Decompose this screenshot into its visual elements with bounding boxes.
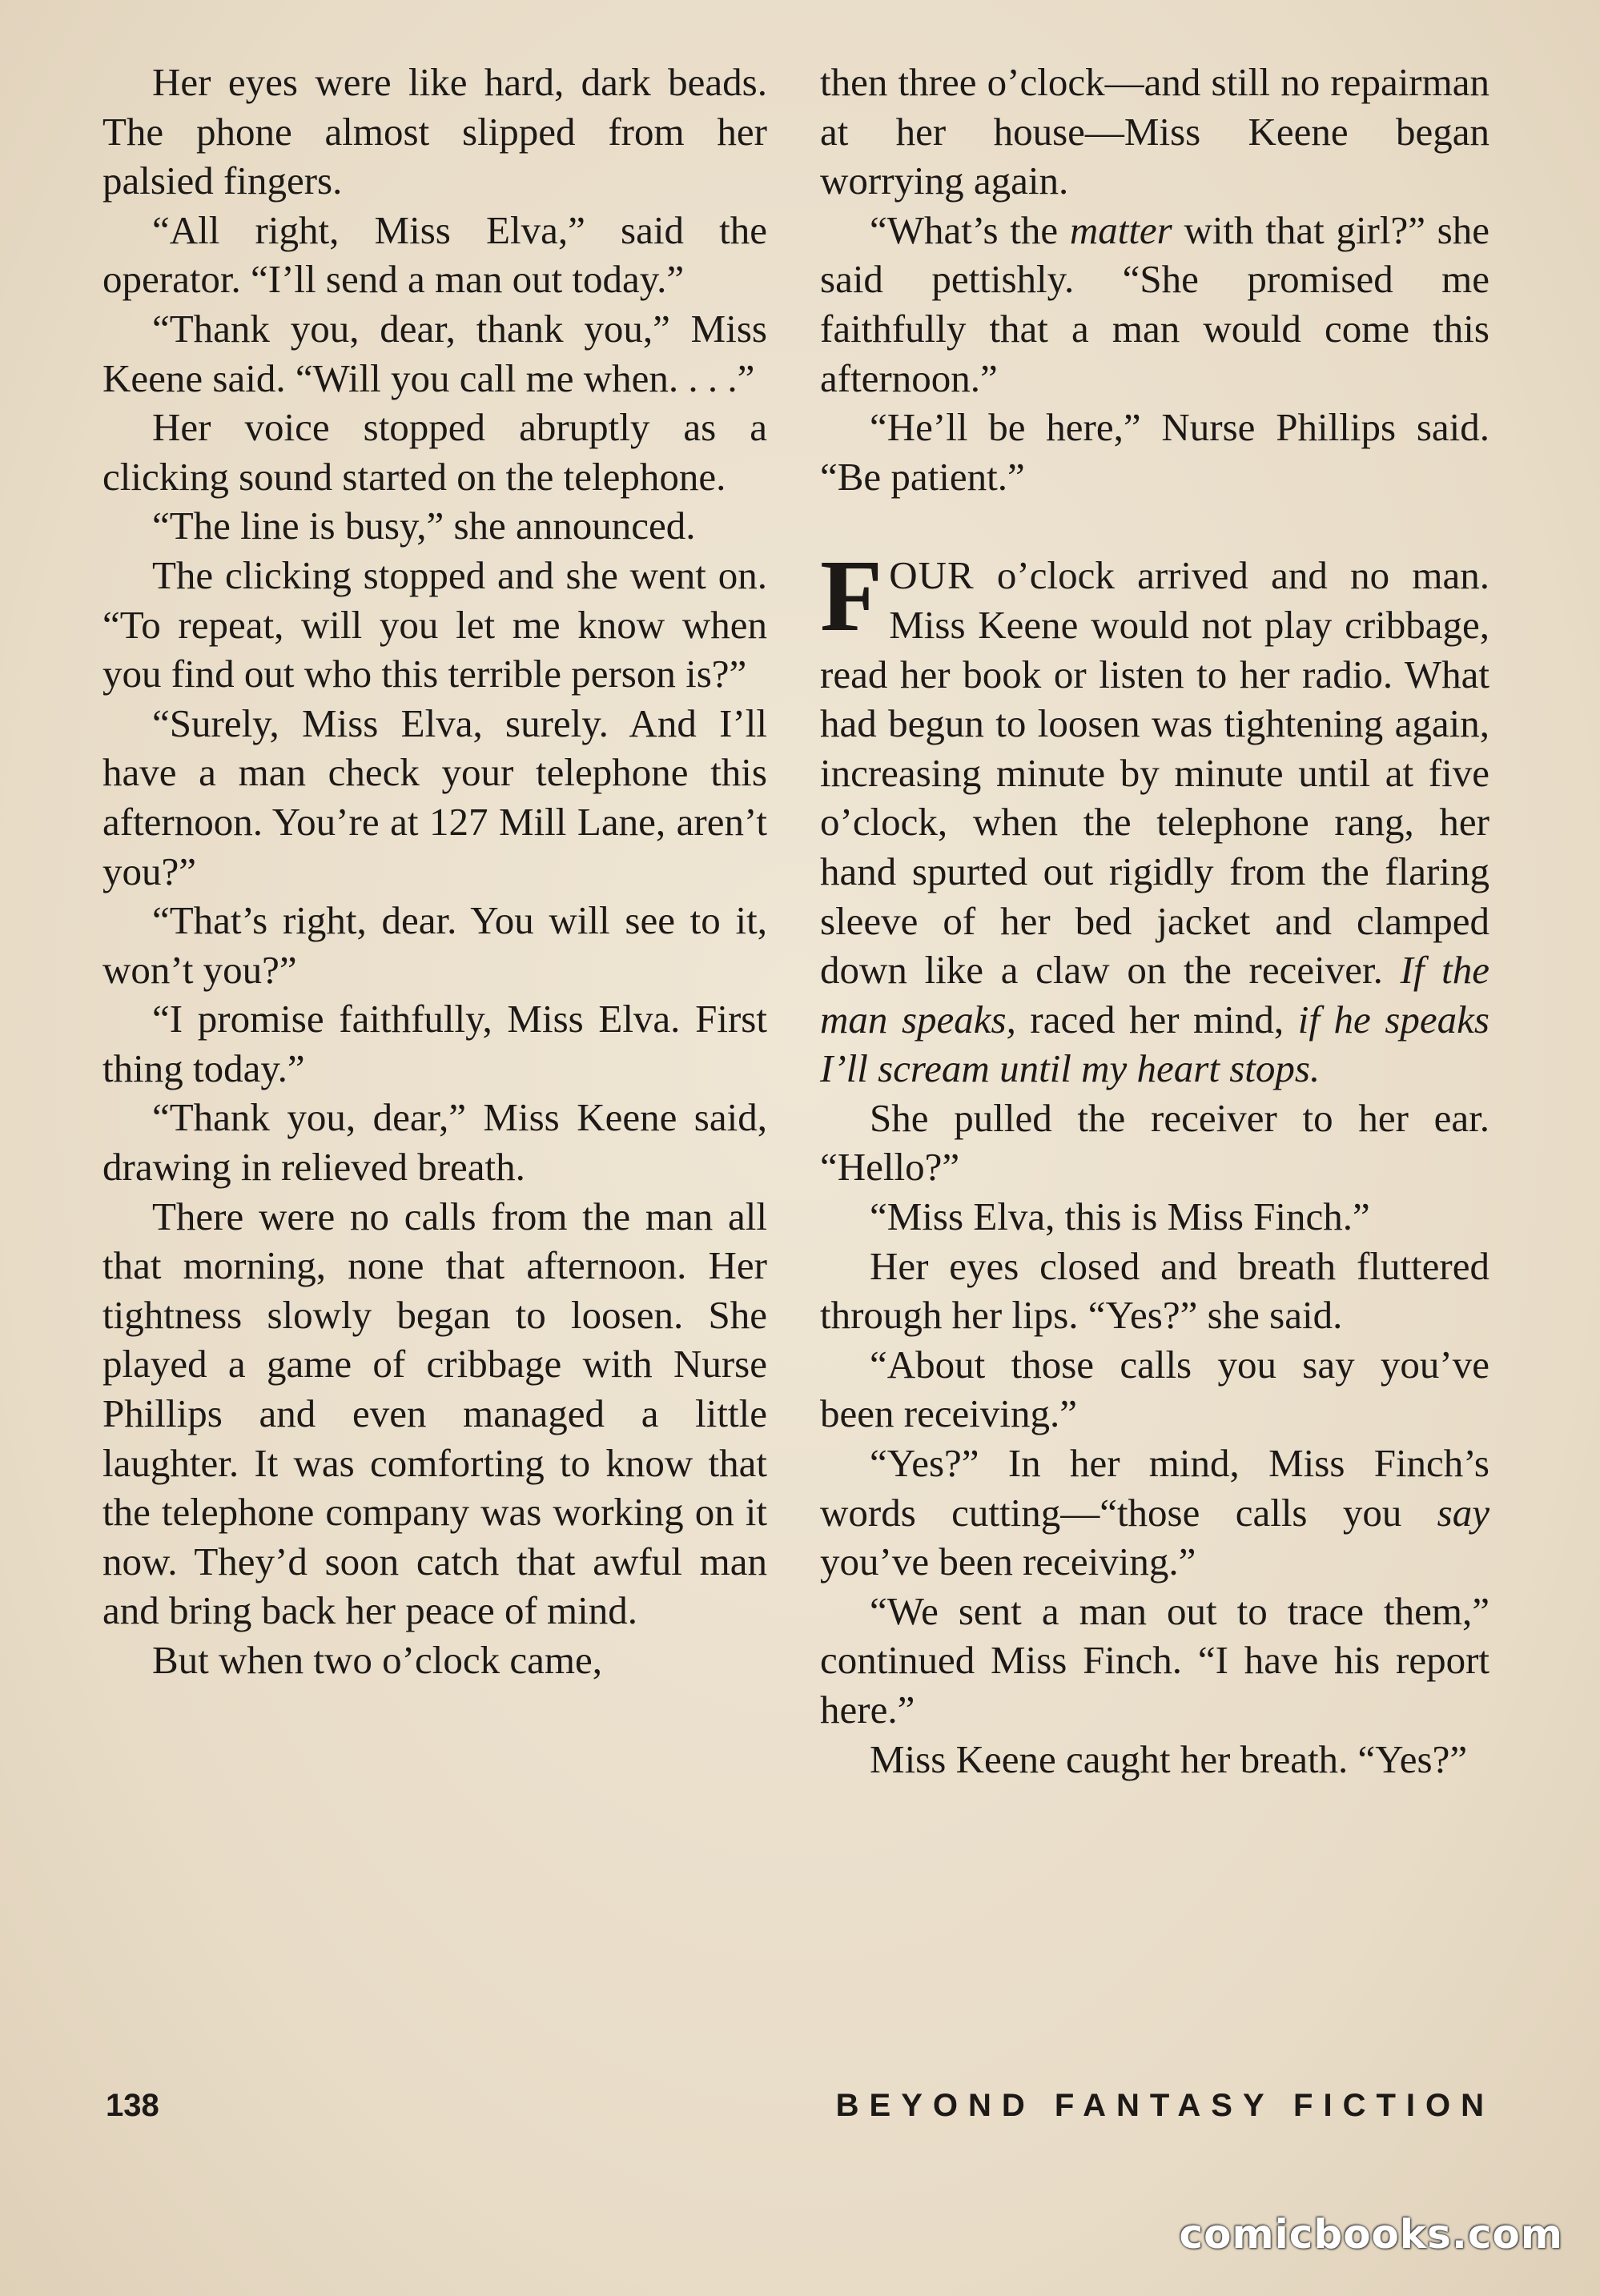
magazine-title: BEYOND FANTASY FICTION	[835, 2088, 1494, 2123]
paragraph: “About those calls you say you’ve been receiving.”	[820, 1342, 1489, 1436]
paragraph: The clicking stopped and she went on. “To repeat, will you let me know when you find out who this terrible person is?”	[103, 552, 767, 696]
paragraph: “The line is busy,” she announced.	[152, 504, 696, 548]
paragraph: “Thank you, dear, thank you,” Miss Keene said. “Will you call me when. . . .”	[103, 306, 767, 400]
right-text-column	[820, 58, 1489, 1784]
paragraph: then three o’clock—and still no repairman at her house—Miss Keene began worrying again.	[820, 60, 1489, 203]
paragraph: “He’ll be here,” Nurse Phillips said. “Be patient.”	[820, 405, 1489, 499]
paragraph: “I promise faithfully, Miss Elva. First thing today.”	[103, 997, 767, 1090]
italic-run: If the man speaks,	[820, 948, 1490, 1042]
text-run: “Yes?” In her mind, Miss Finch’s words cutting—“those calls you	[820, 1441, 1489, 1535]
italic-run: matter	[1069, 207, 1172, 252]
paragraph: “Surely, Miss Elva, surely. And I’ll have a man check your telephone this afternoon. You’re at 127 Mill Lane, aren’t you?”	[103, 700, 767, 893]
small-caps-word: OUR	[889, 553, 975, 598]
text-run: o’clock arrived and no man. Miss Keene would not play cribbage, read her book or listen to her radio. What had begun to loosen was tightening again, increasing minute by minute until at five o’clock, when the telephone rang, her hand spurted out rigidly from the flaring sleeve of her bed jacket and clamped down like a claw on the receiver.	[820, 553, 1489, 993]
text-run: “What’s the	[870, 207, 1070, 252]
paragraph: “Thank you, dear,” Miss Keene said, drawing in relieved breath.	[103, 1095, 767, 1190]
paragraph: She pulled the receiver to her ear. “Hello?”	[820, 1095, 1489, 1190]
left-text-column	[103, 58, 767, 1685]
paragraph	[820, 1439, 1489, 1587]
paragraph: “We sent a man out to trace them,” continued Miss Finch. “I have his report here.”	[820, 1588, 1489, 1732]
paragraph: Miss Keene caught her breath. “Yes?”	[870, 1736, 1468, 1781]
paragraph: There were no calls from the man all that morning, none that afternoon. Her tightness slowly began to loosen. She played a game of cribbage with Nurse Phillips and even managed a little laughter. It was comforting to know that the telephone company was working on it now. They’d soon catch that awful man and bring back her peace of mind.	[103, 1194, 767, 1633]
italic-run: say	[1437, 1490, 1489, 1535]
paragraph: “All right, Miss Elva,” said the operator. “I’ll send a man out today.”	[103, 207, 767, 302]
paragraph: Her eyes were like hard, dark beads. The phone almost slipped from her palsied fingers.	[103, 60, 767, 203]
page-number: 138	[106, 2088, 159, 2123]
italic-run: if he speaks I’ll scream until my heart stops.	[820, 997, 1489, 1091]
paragraph: “Miss Elva, this is Miss Finch.”	[870, 1194, 1370, 1239]
section-opening-paragraph	[820, 539, 1490, 1094]
drop-cap: F	[820, 539, 883, 653]
paragraph: Her eyes closed and breath fluttered through her lips. “Yes?” she said.	[820, 1243, 1489, 1338]
paragraph: Her voice stopped abruptly as a clicking sound started on the telephone.	[103, 405, 767, 499]
text-run: with that girl?” she said pettishly. “She promised me faithfully that a man would come this afternoon.”	[820, 207, 1490, 400]
page-footer	[103, 2088, 1494, 2136]
text-run: you’ve been receiving.”	[820, 1539, 1196, 1584]
site-watermark: comicbooks.com	[1179, 2211, 1563, 2258]
paragraph: “That’s right, dear. You will see to it, won’t you?”	[103, 898, 767, 992]
paragraph	[820, 206, 1489, 403]
text-run: raced her mind,	[1015, 997, 1298, 1042]
paragraph: But when two o’clock came,	[152, 1638, 602, 1682]
